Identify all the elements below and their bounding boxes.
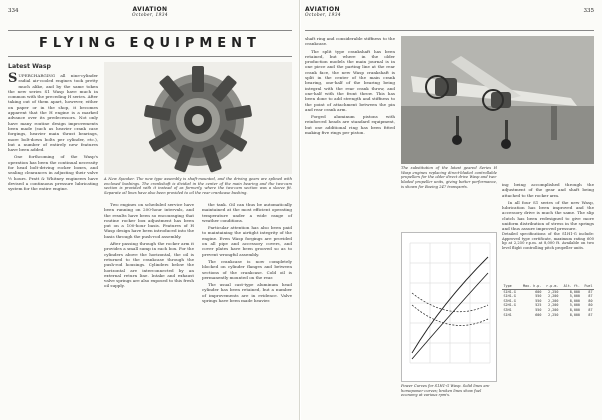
- table-cell: 87: [588, 307, 593, 312]
- engine-figure: [104, 62, 292, 174]
- paragraph: shaft ring and considerable stiffness to the crankcase.: [305, 36, 395, 47]
- table-cell: 80: [588, 298, 593, 303]
- table-header: Alt. ft.: [560, 284, 582, 289]
- right-page: [301, 0, 602, 420]
- table-cell: 600: [535, 289, 542, 294]
- table-cell: 525: [535, 303, 542, 308]
- table-cell: 600: [535, 312, 542, 317]
- table-cell: 550: [535, 294, 542, 299]
- table-cell: 2,200: [548, 303, 559, 308]
- table-cell: 2,200: [548, 298, 559, 303]
- power-curve-chart: [401, 232, 497, 382]
- spec-table: [502, 284, 594, 317]
- header-rule: [8, 30, 292, 31]
- table-cell: S3H1-G: [503, 298, 516, 303]
- airplane-photo: [401, 36, 594, 164]
- table-cell: 8,000: [569, 307, 580, 312]
- table-header: Max. h.p.: [519, 284, 543, 289]
- article-column-3: [202, 202, 292, 414]
- table-header: Fuel: [581, 284, 594, 289]
- paragraph: The split type crankshaft has been retained, but where in the older production models the main journal is in one piece and the parting line at the rear crank face, the new Wasp crankshaft is split in the center of the main crank bearing, one-half of the bearing being integral with the rear crank throw, and one-half with the front throw. This has been done to add strength and stiffness to the point of attachment between the pin and rear crank arm.: [305, 48, 395, 112]
- table-cell: 5,000: [569, 303, 580, 308]
- paragraph: In all four S1 series of the new Wasp, lubrication has been improved and the accessory drive is much the same. The slip clutch has been redesigned to give more uniform distribution of stress in the springs and thus assure improved pressure.: [502, 199, 594, 232]
- table-cell: S1H1-G: [503, 289, 516, 294]
- table-cell: 2,250: [548, 312, 559, 317]
- table-row: [502, 313, 594, 318]
- paragraph: One forthcoming of the Wasp's operation has been the continual necessity for head bolt-driving rocker boxes, and sealing clearances in adjusting their valve ½ hours. Pratt & Whitney engineers have devised a continuous pressure lubricating system for the entire engine.: [8, 154, 98, 192]
- paragraph: UPERCHARGING all nine-cylinder radial air-cooled engines took pretty much alike, and by the same token the new series S1 Wasp have much in common with the preceding H series. After taking out of them apart, however, either on paper or in the shop, it becomes apparent that the H engine is a marked advance over its predecessors. Not only have many routine design improvements been made (such as heavier crank case forgings, heavier main thrust bearings, more bolt-down bolts per cylinder, etc.), but a number of entirely new features have been added.: [8, 73, 98, 153]
- table-header: r.p.m.: [543, 284, 560, 289]
- paragraph: the tank. Oil can thus be automatically maintained at the most efficient operating temperature under a wide range of weather conditions.: [202, 202, 292, 223]
- table-cell: 550: [535, 298, 542, 303]
- title-rule: [8, 56, 292, 57]
- table-header: Type: [502, 284, 519, 289]
- dropcap: S: [8, 71, 18, 86]
- article-column-1: [8, 62, 98, 414]
- page-number-left: 334: [8, 8, 19, 14]
- paragraph: Forged aluminum pistons with reinforced heads are standard equipment, but one additional ring has been fitted making five rings per piston.: [305, 114, 395, 136]
- figure-caption: A New Speaker. The new type assembly is shaft-mounted, and the driving gears are splined with enclosed bushings. The crankshaft is divided in the center of the main bearing and the two-cam section is provided with it instead of as formerly, where the two-cam section was a sleeve fit. Separate oil lines have also been provided to oil the rear crankcase bushing.: [104, 177, 292, 196]
- article-column-right-1: [305, 36, 395, 414]
- table-cell: 8,000: [569, 298, 580, 303]
- paragraph: The usual cast-type aluminum head cylinder has been retained, but a number of improvements are in evidence. Valve springs have been made heavier.: [202, 282, 292, 304]
- masthead-left: [115, 6, 185, 18]
- chart-caption: Power Curves for S1H1-G Wasp. Solid lines are horsepower curves; broken lines show fuel economy at various rpm's.: [401, 384, 490, 398]
- table-cell: S1H1: [503, 312, 512, 317]
- table-cell: S3H1: [503, 307, 512, 312]
- masthead-date: October, 1934: [305, 13, 341, 18]
- page-number-right: 335: [583, 8, 594, 14]
- masthead-date: October, 1934: [132, 13, 168, 18]
- section-title: FLYING EQUIPMENT: [39, 36, 261, 51]
- table-cell: 2,200: [548, 307, 559, 312]
- table-cell: S2H1-G: [503, 303, 516, 308]
- table-cell: 87: [588, 294, 593, 299]
- article-heading: Latest Wasp: [8, 63, 51, 70]
- table-cell: 2,200: [548, 294, 559, 299]
- masthead-right: [305, 6, 375, 18]
- table-cell: 80: [588, 303, 593, 308]
- table-cell: 8,000: [569, 289, 580, 294]
- paragraph: ing being accomplished through the adjustment of the gear and shaft being attached to the rocker arm.: [502, 182, 594, 198]
- article-column-2: [104, 202, 194, 414]
- table-cell: 5,000: [569, 294, 580, 299]
- masthead-title: AVIATION: [132, 6, 168, 13]
- table-cell: S1H1-G: [503, 294, 516, 299]
- spec-caption: Detailed specifications of the S1H1-G include: Approved type certificate, maximum rating 600 hp at 2,250 r.p.m. at 8,000 ft. Available on two level flight controlling pitch propeller units.: [502, 232, 594, 251]
- table-cell: 87: [588, 289, 593, 294]
- table-cell: 550: [535, 307, 542, 312]
- paragraph: Two engines on scheduled service have been running on 200-hour intervals, and the results have been so encouraging that routine rocker box adjustment has been put on a 100-hour basis. Features of H Wasp design have been introduced into the basis through the push-rod assembly.: [104, 202, 194, 239]
- header-rule: [305, 30, 594, 31]
- paragraph: The crankcase is now completely blocked on cylinder flanges and between sections of the crankcase. Cold oil is permanently mounted on the rear.: [202, 258, 292, 280]
- paragraph: After passing through the rocker arm it provides a small sump in each box. For the cylinders above the horizontal, the oil is returned to the crankcase through the push-rod housings. Cylinders below the horizontal are interconnected by an external return line. Intake and exhaust valve springs are also exposed to this fresh oil supply.: [104, 241, 194, 289]
- table-cell: 87: [588, 312, 593, 317]
- article-column-right-2: [502, 182, 594, 232]
- masthead-title: AVIATION: [305, 6, 340, 13]
- left-page: [0, 0, 300, 420]
- paragraph: Particular attention has also been paid to maintaining the airtight integrity of the engine. Even Wasp forgings are provided on all pipe and accessory covers, and cover plates have been grooved so as to prevent wrongful assembly.: [202, 225, 292, 257]
- photo-caption: The substitution of the latest geared Series H Wasp engines replacing direct-bladed controllable propellers for the older direct drive Wasp and two-bladed propeller units, giving better performance, is shown for Boeing 247 transports.: [401, 166, 497, 189]
- table-cell: 2,250: [548, 289, 559, 294]
- table-cell: 8,000: [569, 312, 580, 317]
